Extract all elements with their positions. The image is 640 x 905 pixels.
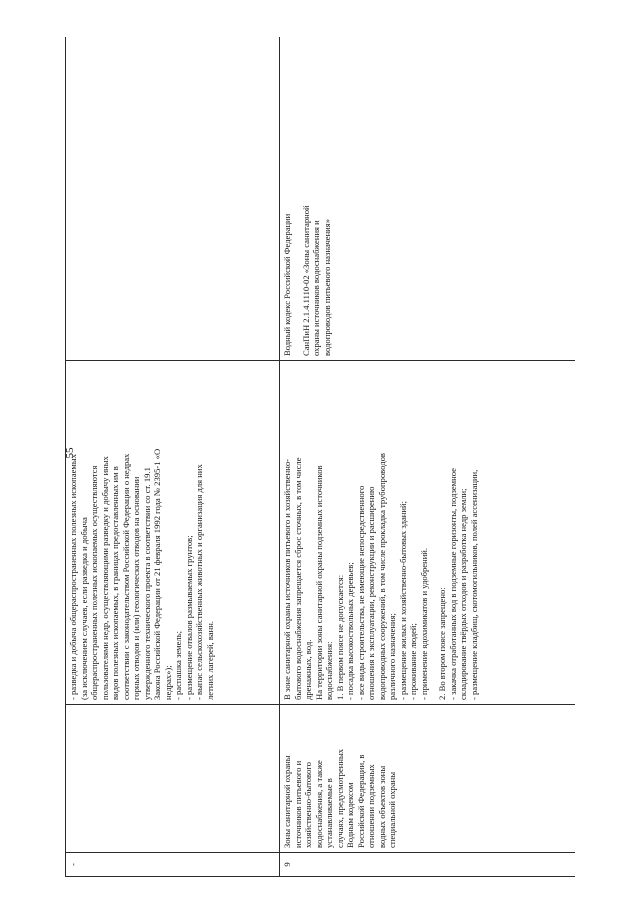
zone-name-cell: Зоны санитарной охраны источников питьевого и хозяйственно-бытового водоснабжения, а также устанавливаемые в случаях, предусмотренных Водным кодексом Российской Федерации, в отношении подземных водных объектов зоны специальной охраны (280, 705, 576, 853)
zones-table (65, 37, 575, 877)
restrictions-cell: В зоне санитарной охраны источников питьевого и хозяйственно- бытового водоснабжения запрещается сброс сточных, в том числе дренажных, вод. На территории зоны санитарной охраны подземных источников водоснабжения: 1. В первом поясе не допускается: - посадка высокоствольных деревьев; - все виды строительства, не имеющие непосредственного отношения к эксплуатации, реконструкции и расширению водопроводных сооружений, в том числе прокладка трубопроводов различного назначения; - размещение жилых и хозяйственно-бытовых зданий; - проживание людей; - применение ядохимикатов и удобрений. 2. Во втором поясе запрещено: - закачка отработанных вод в подземные горизонты, подземное складирование твёрдых отходов и разработка недр земли; - размещение кладбищ, скотомогильников, полей ассенизации, (280, 361, 576, 705)
zone-name-cell (66, 705, 280, 853)
rotated-page-frame (65, 37, 575, 877)
restrictions-cell: - разведка и добыча общераспространенных полезных ископаемых (за исключением случаев, если разведка и добыча общераспространенных полезных ископаемых осуществляются пользователями недр, осуществляющими разведку и добычу иных видов полезных ископаемых, в границах предоставленных им в соответствии с законодательством Российской Федерации о недрах горных отводов и (или) геологических отводов на основании утвержденного технического проекта в соответствии со ст. 19.1 Закона Российской Федерации от 21 февраля 1992 года № 2395-1 «О недрах»); - распашка земель; - размещение отвалов размываемых грунтов; - выпас сельскохозяйственных животных и организация для них летних лагерей, ванн. (66, 361, 280, 705)
table-row (66, 37, 280, 877)
row-number-cell: - (66, 853, 280, 877)
zones-table-wrapper (65, 37, 575, 877)
legal-basis-cell (66, 37, 280, 361)
table-row (280, 37, 576, 877)
page-number: 55 (64, 447, 76, 459)
legal-basis-cell: Водный кодекс Российской Федерации СанПиН 2.1.4.1110-02 «Зоны санитарной охраны источников водоснабжения и водопроводов питьевого назначения» (280, 37, 576, 361)
row-number-cell: 9 (280, 853, 576, 877)
